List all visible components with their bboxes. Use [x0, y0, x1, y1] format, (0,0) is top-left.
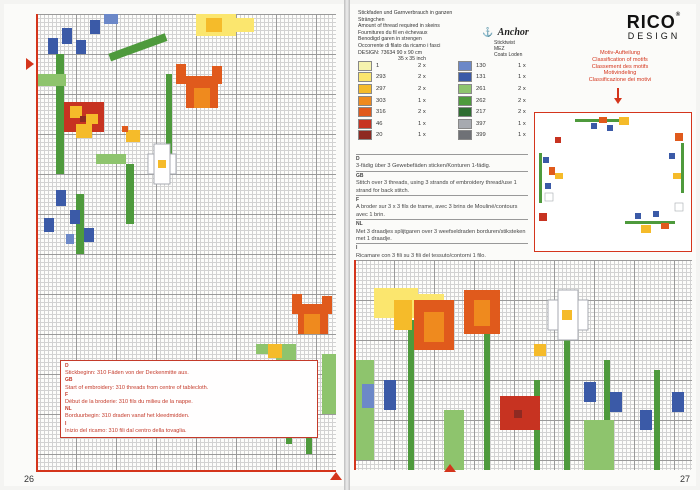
thread-swatch: [458, 130, 472, 140]
right-chart-centre-line: [354, 260, 356, 470]
thread-quantity: 2 x: [418, 109, 426, 116]
thread-quantity: 1 x: [418, 97, 426, 104]
thread-code: 399: [476, 132, 486, 139]
centre-marker-left: [26, 58, 34, 70]
motif-layout-illustration: [535, 113, 691, 251]
stitch-instruction-it: I Ricamare con 3 fili su 3 fili del tessuto/contorni 1 filo.: [356, 243, 528, 260]
right-flower-motif: [354, 260, 692, 470]
page-number-right: 27: [680, 474, 691, 484]
thread-code: 261: [476, 85, 486, 92]
thread-swatch: [458, 96, 472, 106]
thread-code: 293: [376, 74, 386, 81]
thread-swatch: [358, 72, 372, 82]
thread-quantity: 2 x: [418, 85, 426, 92]
right-page: [350, 4, 696, 486]
page-number-left: 26: [24, 474, 35, 484]
thread-swatch: [458, 84, 472, 94]
thread-row: [356, 72, 550, 84]
thread-swatch: [358, 130, 372, 140]
thread-quantity: 2 x: [518, 97, 526, 104]
thread-row: [356, 60, 550, 72]
thread-code: 20: [376, 132, 383, 139]
centre-marker-bottom-right: [444, 464, 456, 472]
thread-row: [356, 130, 550, 142]
thread-code: 217: [476, 109, 486, 116]
thread-swatch: [358, 119, 372, 129]
rico-design-logo: RICO® DESIGN: [626, 12, 682, 41]
stitch-instruction-gb: GB Stitch over 3 threads, using 3 strands of embroidery thread/use 1 strand for back stitch.: [356, 171, 528, 195]
thread-swatch: [358, 61, 372, 71]
centre-marker-bottom-left: [330, 472, 342, 480]
thread-code: 262: [476, 97, 486, 104]
thread-swatch: [458, 107, 472, 117]
thread-quantity: 1 x: [418, 120, 426, 127]
chart-centre-line-vertical: [36, 14, 38, 472]
start-instructions-box: [60, 360, 318, 438]
thread-code: 46: [376, 120, 383, 127]
thread-requirement-header: Stickfaden und Garnverbrauch in ganzen Strängchen Amount of thread required in skeins Fournitures du fil en échevaux Benodigd garen in strengen Occorrente di filato da ricamo i fasci DESIGN: 73634 90 x 90 cm 35 x 35 inch: [358, 10, 453, 63]
thread-code: 303: [376, 97, 386, 104]
thread-swatch: [358, 107, 372, 117]
thread-quantity: 1 x: [518, 74, 526, 81]
stitch-instruction-fr: F A broder sur 3 x 3 fils de trame, avec 3 brins de Mouliné/contours avec 1 brin.: [356, 195, 528, 219]
thread-code: 297: [376, 85, 386, 92]
thread-swatch: [458, 61, 472, 71]
thread-quantity: 2 x: [418, 62, 426, 69]
thread-quantity: 1 x: [518, 132, 526, 139]
motif-classification-caption: Motiv-Aufteilung Classification of motifs Classement des motifs Motivindeling Classificazione dei motivi: [588, 50, 652, 84]
thread-quantity: 2 x: [518, 85, 526, 92]
instruction-de: D Stickbeginn: 310 Fäden von der Deckenmitte aus.: [65, 363, 189, 377]
down-arrow-icon: [617, 88, 619, 100]
motif-layout-preview: [534, 112, 692, 252]
anchor-icon: ⚓: [482, 27, 494, 37]
thread-swatch: [358, 84, 372, 94]
instruction-it: I Inizio del ricamo: 310 fili dal centro della tovaglia.: [65, 420, 187, 434]
thread-swatch: [458, 119, 472, 129]
instruction-fr: F Début de la broderie: 310 fils du milieu de la nappe.: [65, 391, 193, 406]
thread-code: 397: [476, 120, 486, 127]
thread-quantity: 2 x: [518, 109, 526, 116]
instruction-nl: NL Borduurbegin: 310 draden vanaf het kleedmidden.: [65, 406, 190, 420]
thread-color-table: [356, 60, 550, 141]
stitch-instruction-de: D 3-fädig über 3 Gewebefäden sticken/Konturen 1-fädig.: [356, 154, 528, 171]
thread-quantity: 1 x: [518, 62, 526, 69]
thread-code: 316: [376, 109, 386, 116]
stitch-instructions: [356, 154, 528, 260]
right-chart-grid: [354, 260, 692, 470]
thread-quantity: 2 x: [418, 74, 426, 81]
thread-code: 131: [476, 74, 486, 81]
thread-row: [356, 106, 550, 118]
thread-swatch: [458, 72, 472, 82]
thread-code: 130: [476, 62, 486, 69]
anchor-logo: ⚓ Anchor Sticktwist MEZ Coats Loden: [482, 27, 529, 58]
thread-quantity: 1 x: [418, 132, 426, 139]
thread-row: [356, 118, 550, 130]
stitch-instruction-nl: NL Met 3 draadjes splijtgaren over 3 weefseldraden borduren/stiksteken met 1 draadje.: [356, 219, 528, 243]
chart-centre-line-horizontal: [36, 470, 336, 472]
instruction-gb: GB Start of embroidery: 310 threads from centre of tablecloth.: [65, 377, 209, 391]
thread-row: [356, 95, 550, 107]
left-page: [4, 4, 344, 486]
thread-quantity: 1 x: [518, 120, 526, 127]
thread-row: [356, 83, 550, 95]
thread-swatch: [358, 96, 372, 106]
thread-code: 1: [376, 62, 380, 69]
